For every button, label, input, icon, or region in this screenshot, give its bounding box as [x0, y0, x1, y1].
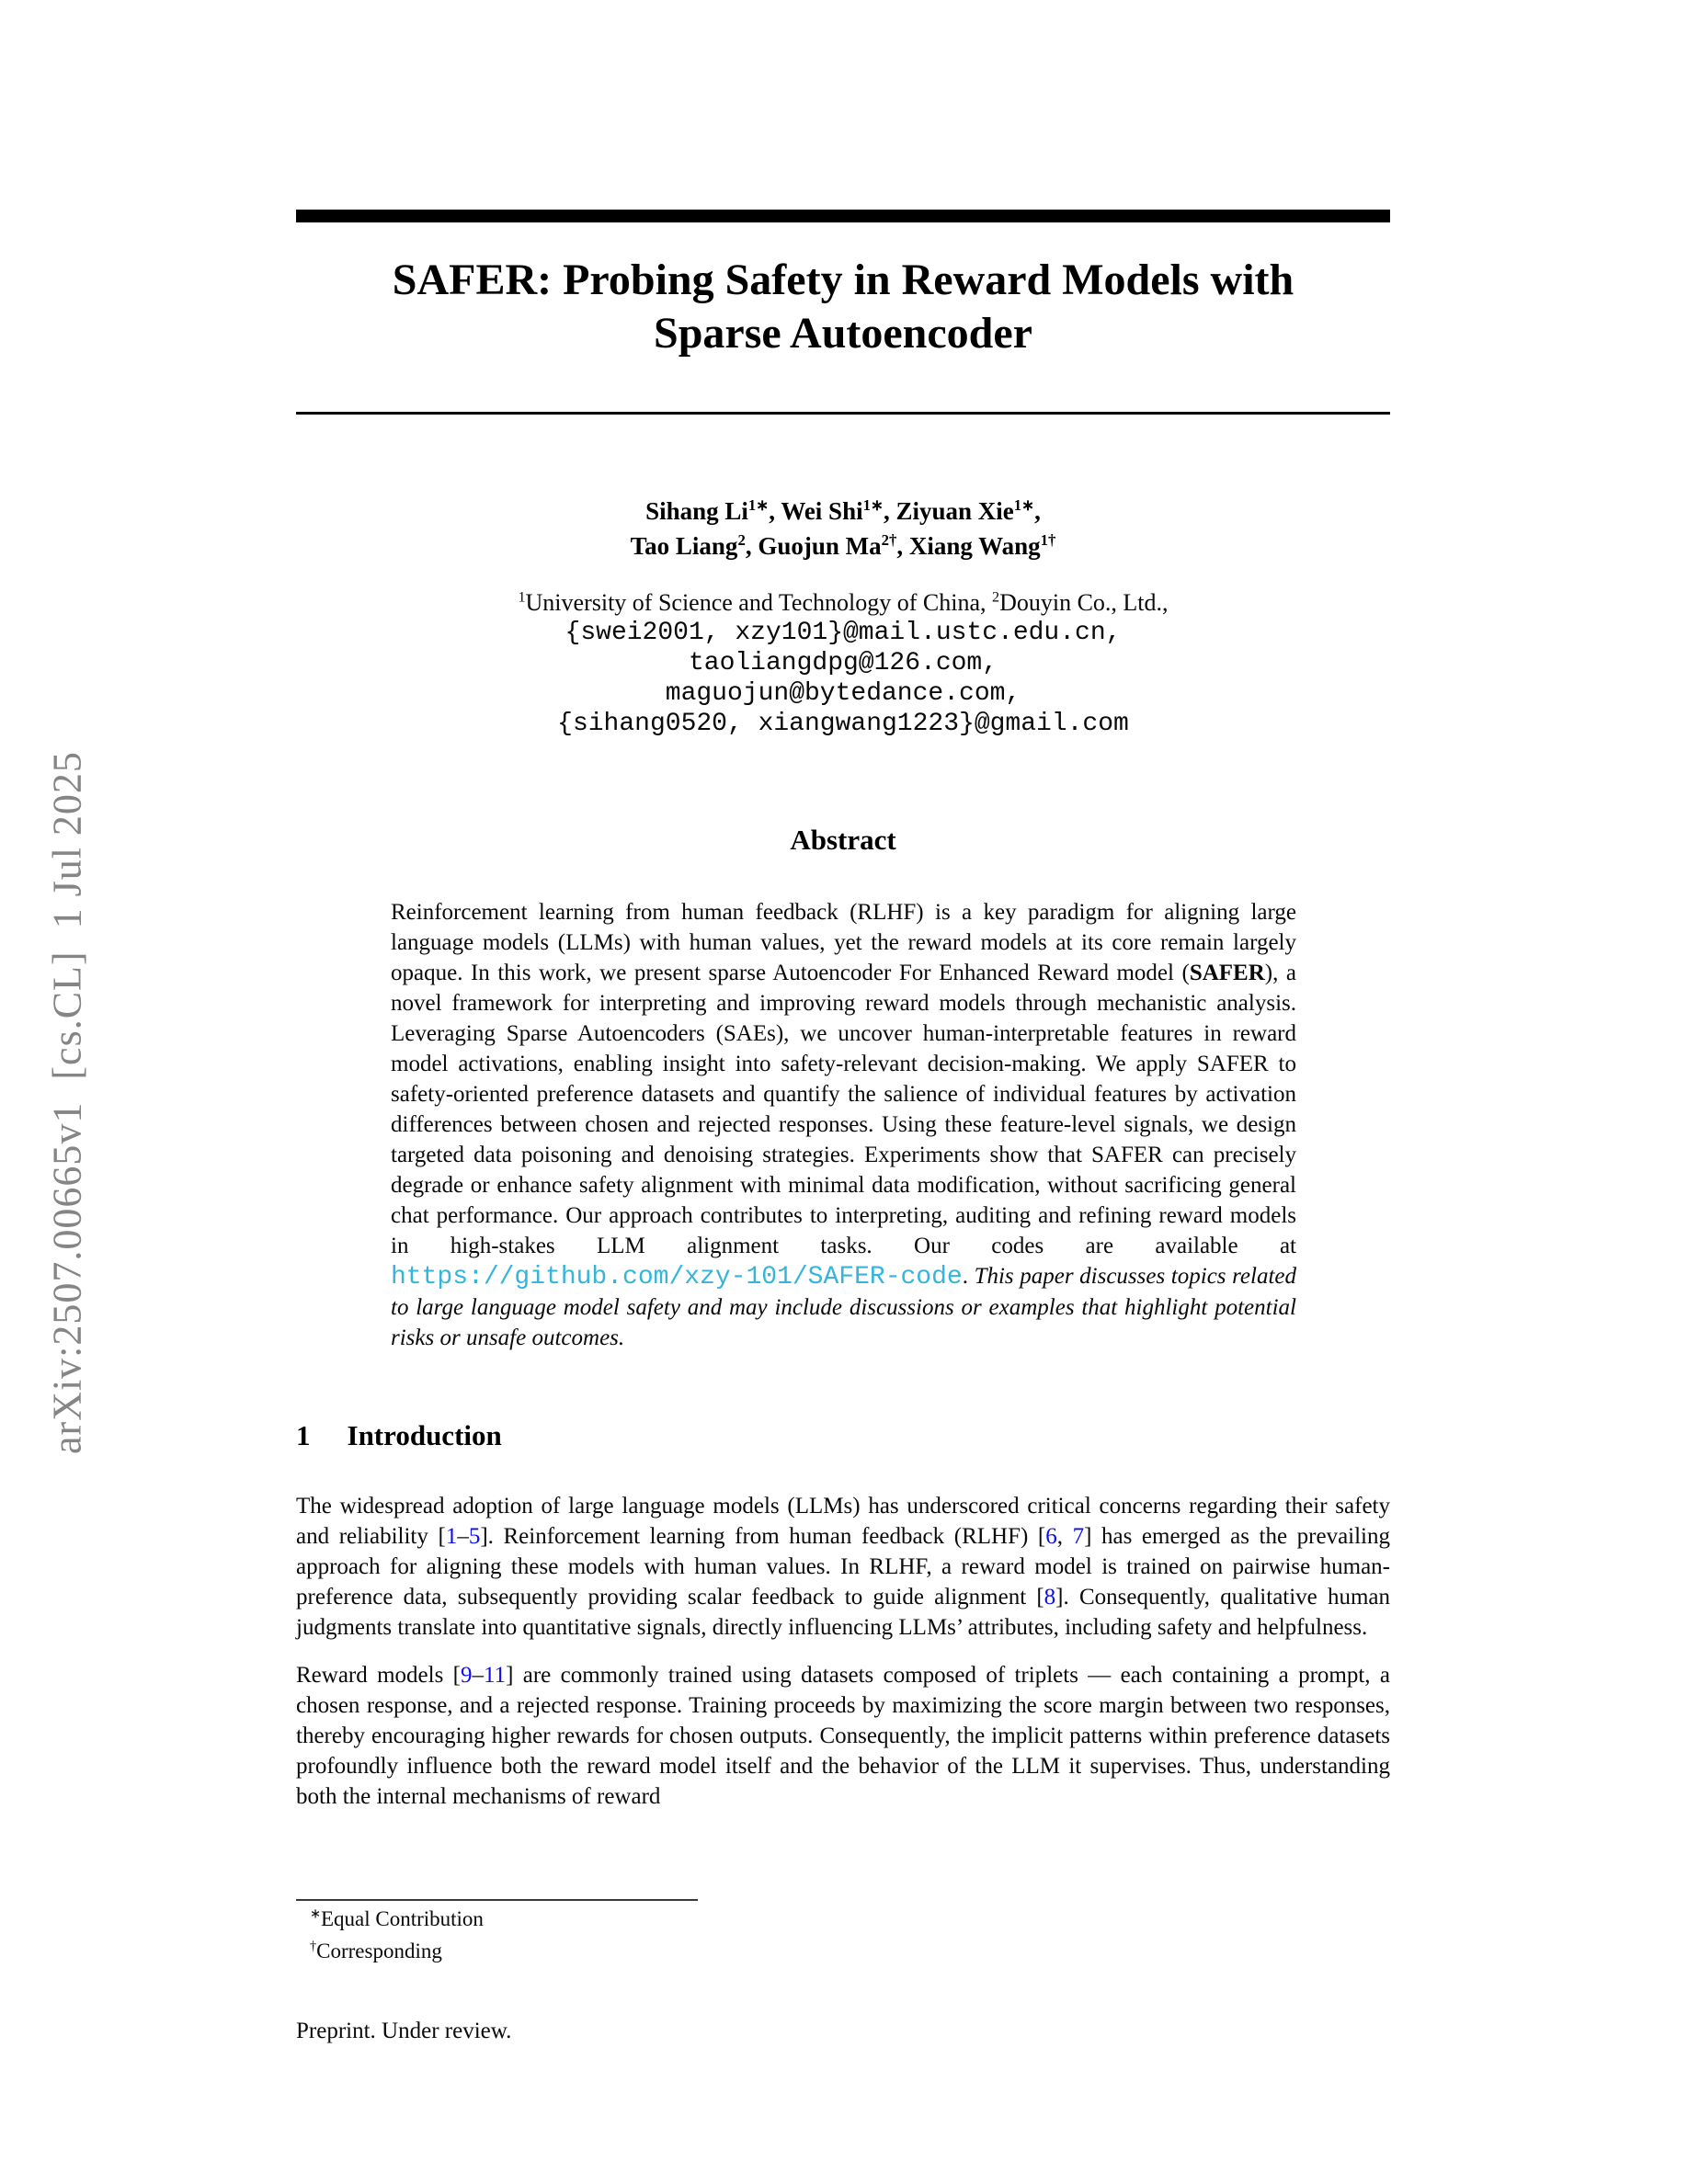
section-title: Introduction — [347, 1419, 502, 1451]
author-name: Sihang Li — [645, 497, 748, 525]
author-name: Xiang Wang — [908, 532, 1041, 560]
arxiv-watermark: arXiv:2507.00665v1 [cs.CL] 1 Jul 2025 — [44, 751, 90, 1455]
footnote-corresponding — [296, 1937, 1390, 1965]
email-line: {sihang0520, xiangwang1223}@gmail.com — [557, 710, 1129, 738]
author-name: Tao Liang — [630, 532, 738, 560]
author-superscript: 1∗ — [747, 496, 770, 514]
author-name: Wei Shi — [781, 497, 863, 525]
citation-ref[interactable]: 5 — [468, 1524, 481, 1549]
intro-paragraph-1 — [296, 1491, 1390, 1643]
paragraph-text: , — [1056, 1524, 1073, 1549]
footnote-equal-contribution — [296, 1905, 1390, 1933]
paragraph-text: – — [457, 1524, 469, 1549]
abstract-heading: Abstract — [790, 824, 896, 856]
author-name: Ziyuan Xie — [895, 497, 1014, 525]
citation-ref[interactable]: 7 — [1072, 1524, 1085, 1549]
footnote-block — [296, 1890, 1390, 1965]
author-separator: , — [745, 532, 758, 560]
author-name: Guojun Ma — [758, 532, 882, 560]
section-number: 1 — [296, 1419, 311, 1451]
title-rule-bottom — [296, 412, 1390, 415]
footnote-text: Equal Contribution — [320, 1907, 484, 1930]
abstract-text: ), a novel framework for interpreting and improving reward models through mechanistic analysis. Leveraging Sparse Autoencoders (SAEs), we uncover human-interpretable features in reward model activations, enabling insight into safety-relevant decision-making. We apply SAFER to safety-oriented preference datasets and quantify the salience of individual features by activation differences between chosen and rejected responses. Using these feature-level signals, we design targeted data poisoning and denoising strategies. Experiments show that SAFER can precisely degrade or enhance safety alignment with minimal data modification, without sacrificing general chat performance. Our approach contributes to interpreting, auditing and refining reward models in high-stakes LLM alignment tasks. Our codes are available at — [391, 961, 1297, 1258]
paragraph-text: – — [472, 1663, 484, 1688]
section-heading-introduction — [296, 1419, 1390, 1452]
abstract-body — [391, 897, 1296, 1353]
paragraph-text: ]. Reinforcement learning from human feedback (RLHF) [ — [480, 1524, 1046, 1549]
paper-title-line1: SAFER: Probing Safety in Reward Models with — [392, 256, 1295, 304]
affiliation-name: Douyin Co., Ltd., — [999, 589, 1169, 616]
title-rule-top — [296, 210, 1390, 222]
footnote-text: Corresponding — [316, 1939, 442, 1962]
citation-ref[interactable]: 11 — [483, 1663, 507, 1688]
author-separator: , — [769, 497, 781, 525]
paragraph-text: ] has emerged as the prevailing approach for aligning these models with human values. In RLHF, a reward model is trained on pairwise human-preference data, subsequently providing scalar feedback to guide alignment [ — [296, 1524, 1391, 1610]
author-superscript: 1∗ — [862, 496, 884, 514]
paper-content — [296, 0, 1390, 1812]
github-repo-link[interactable]: https://github.com/xzy-101/SAFER-code — [391, 1263, 963, 1291]
paragraph-text: Reward models [ — [296, 1663, 461, 1688]
author-superscript: 2 — [737, 531, 746, 549]
author-superscript: 2† — [881, 531, 897, 549]
abstract-bold-term: SAFER — [1189, 961, 1265, 985]
author-separator: , — [896, 532, 909, 560]
preprint-status-note: Preprint. Under review. — [296, 2019, 512, 2043]
footnote-marker: † — [310, 1939, 317, 1954]
email-line: taoliangdpg@126.com, — [688, 649, 998, 677]
paragraph-text: The widespread adoption of large language models (LLMs) has underscored critical concerns regarding their safety and reliability [ — [296, 1494, 1390, 1549]
email-line: maguojun@bytedance.com, — [665, 679, 1021, 708]
author-superscript: 1∗ — [1013, 496, 1035, 514]
citation-ref[interactable]: 8 — [1044, 1585, 1056, 1610]
affiliation-superscript: 1 — [518, 589, 526, 606]
intro-paragraph-2 — [296, 1660, 1390, 1812]
citation-ref[interactable]: 9 — [460, 1663, 473, 1688]
author-line-1 — [296, 494, 1390, 529]
paper-title-line2: Sparse Autoencoder — [654, 309, 1032, 358]
citation-ref[interactable]: 6 — [1045, 1524, 1057, 1549]
footnote-rule — [296, 1899, 698, 1901]
paper-title — [296, 254, 1390, 360]
affiliation-superscript: 2 — [992, 589, 1000, 606]
email-block — [296, 618, 1390, 739]
paragraph-text: ] are commonly trained using datasets composed of triplets — each containing a prompt, a chosen response, and a rejected response. Training proceeds by maximizing the score margin between two responses, thereby encouraging higher rewards for chosen outputs. Consequently, the implicit patterns within preference datasets profoundly influence both the reward model itself and the behavior of the LLM it supervises. Thus, understanding both the internal mechanisms of reward — [296, 1663, 1390, 1809]
author-line-2 — [296, 529, 1390, 563]
abstract-text: . — [962, 1264, 975, 1289]
author-separator: , — [1034, 497, 1041, 525]
abstract-text: Reinforcement learning from human feedback (RLHF) is a key paradigm for aligning large language models (LLMs) with human values, yet the reward models at its core remain largely opaque. In this work, we present sparse Autoencoder For Enhanced Reward model ( — [391, 900, 1296, 985]
author-list — [296, 494, 1390, 563]
author-separator: , — [883, 497, 896, 525]
affiliation-line — [296, 587, 1390, 618]
author-superscript: 1† — [1040, 531, 1056, 549]
email-line: {swei2001, xzy101}@mail.ustc.edu.cn, — [565, 619, 1122, 647]
paragraph-text: ]. Consequently, qualitative human judgments translate into quantitative signals, directly influencing LLMs’ attributes, including safety and helpfulness. — [296, 1585, 1391, 1640]
footnote-marker: ∗ — [310, 1906, 321, 1922]
citation-ref[interactable]: 1 — [445, 1524, 458, 1549]
affiliation-name: University of Science and Technology of China, — [525, 589, 993, 616]
abstract-safety-note: This paper discusses topics related to large language model safety and may include discussions or examples that highlight potential risks or unsafe outcomes. — [391, 1264, 1297, 1350]
